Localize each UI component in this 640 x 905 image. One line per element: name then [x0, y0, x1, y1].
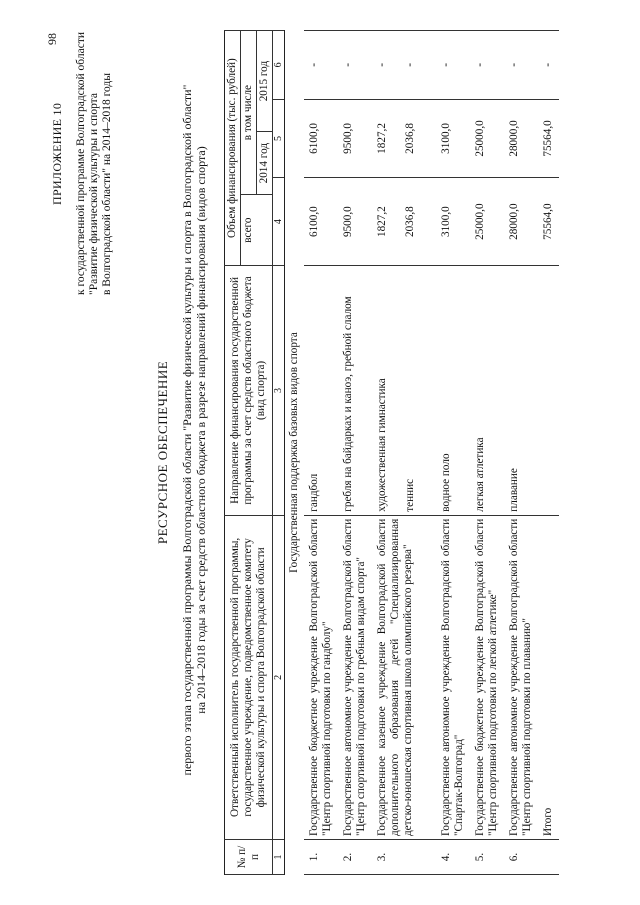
- table-row: [372, 31, 436, 875]
- row-2015: -: [504, 31, 538, 100]
- total-row: [538, 31, 559, 875]
- column-number: 6: [273, 31, 285, 100]
- table-row: [338, 31, 372, 875]
- row-2014: 25000,0: [470, 99, 504, 177]
- table-row: [304, 31, 338, 875]
- header-volume: Объем финансирования (тыс. рублей): [225, 31, 241, 265]
- appendix-text: [75, 30, 114, 295]
- row-2014-values: [372, 99, 436, 177]
- row-2014: 1827,2: [376, 123, 388, 154]
- row-direction: водное поло: [436, 266, 470, 516]
- appendix-line: к государственной программе Волгоградской области: [75, 32, 87, 295]
- row-total: 2036,8: [404, 206, 416, 238]
- row-total: 25000,0: [470, 178, 504, 266]
- row-2014: 3100,0: [436, 99, 470, 177]
- total-label: Итого: [538, 515, 559, 839]
- total-2015: -: [538, 31, 559, 100]
- header-including: в том числе: [241, 31, 257, 194]
- row-num: 6.: [504, 840, 538, 875]
- row-executor: Государственное автономное учреждение Волгоградской области "Спартак-Волгоград": [436, 515, 470, 839]
- header-executor: Ответственный исполнитель государственной программы, государственное учреждение, подведомственное комитету физической культуры и спорта Волгоградской области: [225, 515, 273, 839]
- appendix-line: в Волгоградской области" на 2014–2018 годы: [101, 73, 113, 295]
- row-directions: [372, 266, 436, 516]
- row-2015-values: [372, 31, 436, 100]
- section-row: [285, 31, 305, 875]
- table-row: [470, 31, 504, 875]
- row-2015: -: [304, 31, 338, 100]
- row-2014: 2036,8: [404, 123, 416, 154]
- column-number: 5: [273, 99, 285, 177]
- subtitle-line: первого этапа государственной программы Волгоградской области "Развитие физической культуры и спорта в Волгоградской области": [180, 84, 194, 776]
- row-total: 6100,0: [304, 178, 338, 266]
- row-2014: 9500,0: [338, 99, 372, 177]
- row-executor: Государственное бюджетное учреждение Волгоградской области "Центр спортивной подготовки по гандболу": [304, 515, 338, 839]
- row-total: 28000,0: [504, 178, 538, 266]
- total-sum: 75564,0: [538, 178, 559, 266]
- column-number: 2: [273, 515, 285, 839]
- section-title: Государственная поддержка базовых видов спорта: [288, 332, 300, 573]
- row-direction: плавание: [504, 266, 538, 516]
- header-year-2015: 2015 год: [258, 60, 270, 102]
- row-total: 3100,0: [436, 178, 470, 266]
- row-executor: Государственное бюджетное учреждение Волгоградской области "Центр спортивной подготовки по легкой атлетике": [470, 515, 504, 839]
- row-totals: [372, 178, 436, 266]
- header-volume-group: [225, 31, 273, 266]
- row-2015: -: [470, 31, 504, 100]
- row-2014: 28000,0: [504, 99, 538, 177]
- table-row: [436, 31, 470, 875]
- column-number: 3: [273, 266, 285, 516]
- header-num: № п/п: [225, 840, 273, 875]
- row-direction: художественная гимнастика: [376, 378, 388, 512]
- row-total: 1827,2: [376, 206, 388, 238]
- row-num: 4.: [436, 840, 470, 875]
- column-number: 4: [273, 178, 285, 266]
- row-num: 3.: [372, 840, 436, 875]
- column-number: 1: [273, 840, 285, 875]
- row-direction: гандбол: [304, 266, 338, 516]
- row-direction: гребля на байдарках и каноэ, гребной слалом: [338, 266, 372, 516]
- row-2015: -: [338, 31, 372, 100]
- row-2015: -: [376, 63, 388, 67]
- header-direction: Направление финансирования государственной программы за счет средств областного бюджета (вид спорта): [225, 266, 273, 516]
- row-2014: 6100,0: [304, 99, 338, 177]
- row-num: 5.: [470, 840, 504, 875]
- row-2015: -: [436, 31, 470, 100]
- row-direction: теннис: [404, 478, 416, 512]
- row-executor: Государственное автономное учреждение Волгоградской области "Центр спортивной подготовки по гребным видам спорта": [338, 515, 372, 839]
- row-num: 1.: [304, 840, 338, 875]
- row-2015: -: [404, 63, 416, 67]
- appendix-line: "Развитие физической культуры и спорта: [88, 93, 100, 295]
- appendix-title: ПРИЛОЖЕНИЕ 10: [50, 102, 64, 205]
- row-num: 2.: [338, 840, 372, 875]
- page-number: 98: [45, 33, 59, 45]
- document-title: РЕСУРСНОЕ ОБЕСПЕЧЕНИЕ: [155, 360, 170, 545]
- column-number-row: [273, 31, 285, 875]
- table-header-row: [225, 31, 273, 875]
- total-2014: 75564,0: [538, 99, 559, 177]
- header-total: всего: [241, 194, 272, 265]
- document-subtitle: [180, 45, 208, 815]
- funding-table: [224, 30, 559, 875]
- row-executor: Государственное автономное учреждение Волгоградской области "Центр спортивной подготовки по плаванию": [504, 515, 538, 839]
- subtitle-line: на 2014–2018 годы за счет средств областного бюджета в разрезе направлений финансирования (видов спорта): [194, 146, 208, 714]
- row-direction: легкая атлетика: [470, 266, 504, 516]
- row-total: 9500,0: [338, 178, 372, 266]
- header-year-2014: 2014 год: [257, 131, 272, 194]
- row-executor: Государственное казенное учреждение Волгоградской области дополнительного образования детей "Специализированная детско-юношеская спортивная школа олимпийского резерва": [372, 515, 436, 839]
- table-row: [504, 31, 538, 875]
